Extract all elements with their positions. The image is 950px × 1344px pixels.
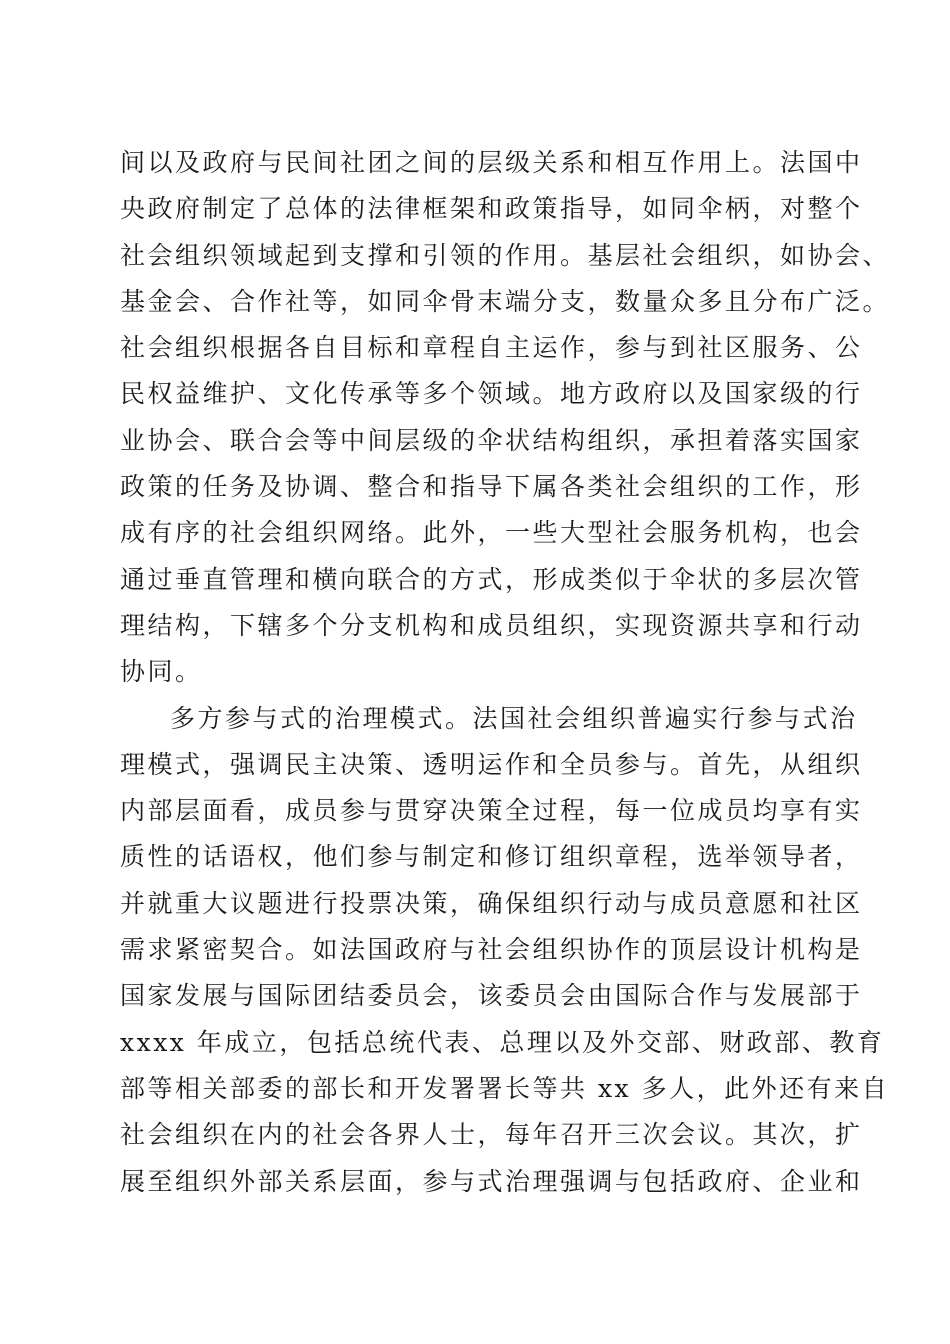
text-line: 部等相关部委的部长和开发署署长等共 xx 多人，此外还有来自 bbox=[120, 1073, 890, 1103]
text-line: 并就重大议题进行投票决策，确保组织行动与成员意愿和社区 bbox=[120, 888, 863, 918]
paragraph-participatory-governance bbox=[120, 696, 890, 1205]
text-line: 通过垂直管理和横向联合的方式，形成类似于伞状的多层次管 bbox=[120, 564, 863, 594]
text-line: 业协会、联合会等中间层级的伞状结构组织，承担着落实国家 bbox=[120, 425, 863, 455]
text-line: 理模式，强调民主决策、透明运作和全员参与。首先，从组织 bbox=[120, 749, 863, 779]
paragraph-umbrella-structure bbox=[120, 140, 891, 696]
text-line: 质性的话语权，他们参与制定和修订组织章程，选举领导者， bbox=[120, 842, 863, 872]
text-line: 理结构，下辖多个分支机构和成员组织，实现资源共享和行动 bbox=[120, 610, 863, 640]
text-line: 央政府制定了总体的法律框架和政策指导，如同伞柄，对整个 bbox=[120, 194, 863, 224]
text-line: 社会组织在内的社会各界人士，每年召开三次会议。其次，扩 bbox=[120, 1120, 863, 1150]
text-line: 成有序的社会组织网络。此外，一些大型社会服务机构，也会 bbox=[120, 518, 863, 548]
text-line: 间以及政府与民间社团之间的层级关系和相互作用上。法国中 bbox=[120, 148, 863, 177]
text-line: 基金会、合作社等，如同伞骨末端分支，数量众多且分布广泛。 bbox=[120, 286, 891, 316]
text-line: 社会组织领域起到支撑和引领的作用。基层社会组织，如协会、 bbox=[120, 240, 891, 270]
text-line: 展至组织外部关系层面，参与式治理强调与包括政府、企业和 bbox=[120, 1166, 863, 1196]
text-line: 民权益维护、文化传承等多个领域。地方政府以及国家级的行 bbox=[120, 379, 863, 409]
text-line: 社会组织根据各自目标和章程自主运作，参与到社区服务、公 bbox=[120, 333, 863, 363]
text-line: 政策的任务及协调、整合和指导下属各类社会组织的工作，形 bbox=[120, 472, 863, 502]
text-line: 内部层面看，成员参与贯穿决策全过程，每一位成员均享有实 bbox=[120, 796, 863, 826]
text-line: xxxx 年成立，包括总统代表、总理以及外交部、财政部、教育 bbox=[120, 1027, 885, 1057]
text-line: 协同。 bbox=[120, 657, 203, 687]
text-line: 多方参与式的治理模式。法国社会组织普遍实行参与式治 bbox=[170, 703, 858, 733]
body-text bbox=[120, 140, 891, 1205]
text-line: 需求紧密契合。如法国政府与社会组织协作的顶层设计机构是 bbox=[120, 935, 863, 965]
text-line: 国家发展与国际团结委员会，该委员会由国际合作与发展部于 bbox=[120, 981, 863, 1011]
